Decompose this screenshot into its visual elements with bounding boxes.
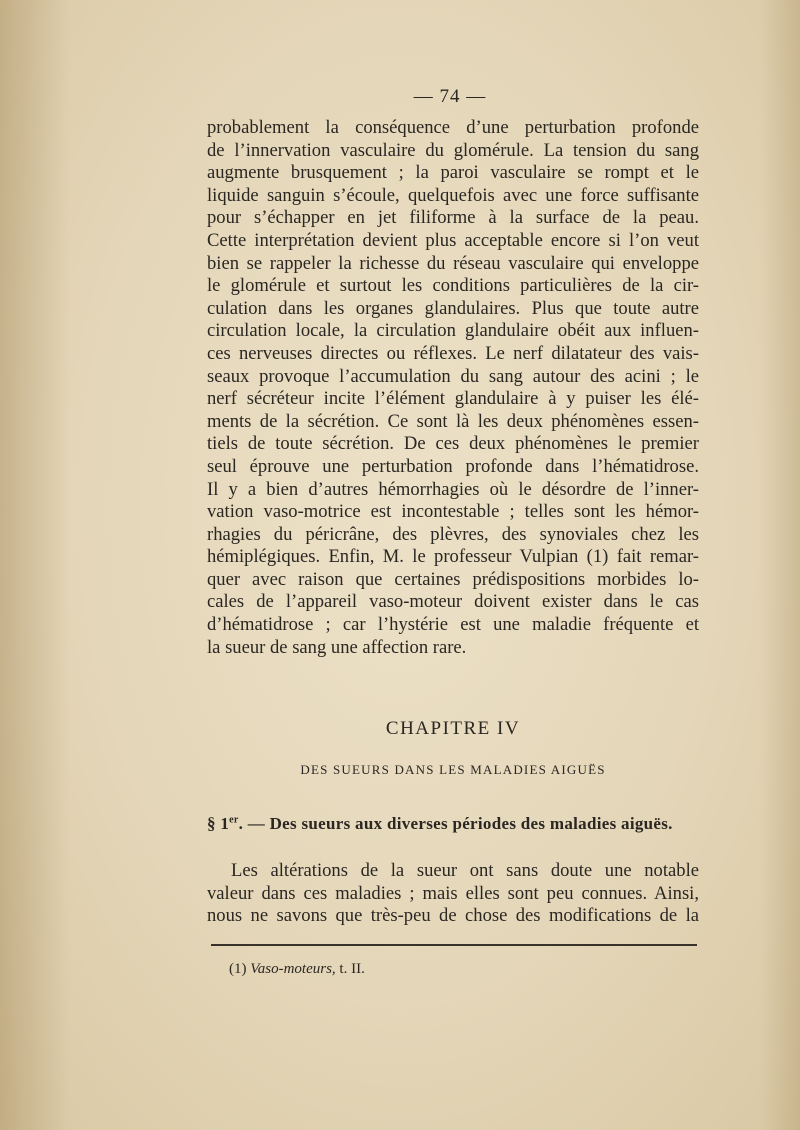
chapter-title: CHAPITRE IV [385,718,521,739]
text-line: ces nerveuses directes ou réflexes. Le nerf dilatateur des vais- [207,342,699,364]
footnote-reference: Vaso-moteurs, [250,961,336,977]
text-line: de l’innervation vasculaire du glomérule. La tension du sang [207,139,699,161]
text-line: cales de l’appareil vaso-moteur doivent exister dans le cas [207,591,699,613]
text-line: la sueur de sang une affection rare. [207,636,467,658]
text-line: vation vaso-motrice est incontestable ; telles sont les hémor- [207,501,699,523]
page-number: — 74 — [413,86,487,107]
text-line: nerf sécréteur incite l’élément glandulaire à y puiser les élé- [207,388,699,410]
text-line: hémiplégiques. Enfin, M. le professeur Vulpian (1) fait remar- [207,546,699,568]
paragraph-1 [207,117,699,659]
section-title: . — Des sueurs aux diverses périodes des maladies aiguës. [238,814,673,833]
text-line: culation dans les organes glandulaires. Plus que toute autre [207,297,699,319]
text-line: d’hématidrose ; car l’hystérie est une maladie fréquente et [207,614,699,636]
section-heading [207,814,699,834]
text-line: liquide sanguin s’écoule, quelquefois avec une force suffisante [207,184,699,206]
text-line: augmente brusquement ; la paroi vasculaire se rompt et le [207,162,699,184]
text-line: seul éprouve une perturbation profonde dans l’hématidrose. [207,455,699,477]
footnote-volume: t. II. [335,961,365,977]
section-ordinal-suffix: er [229,814,239,826]
paragraph-2 [207,860,699,928]
chapter-subtitle: DES SUEURS DANS LES MALADIES AIGUËS [300,762,606,777]
text-line: Il y a bien d’autres hémorrhagies où le désordre de l’inner- [207,478,699,500]
text-line: Les altérations de la sueur ont sans doute une notable [231,860,699,881]
section-mark: § 1 [207,814,230,833]
text-line: quer avec raison que certaines prédispositions morbides lo- [207,568,699,590]
text-line: ments de la sécrétion. Ce sont là les deux phénomènes essen- [207,410,699,432]
text-line: seaux provoque l’accumulation du sang autour des acini ; le [207,365,699,387]
text-line: le glomérule et surtout les conditions particulières de la cir- [207,275,699,297]
footnote-divider [211,944,697,946]
footnote [229,961,689,978]
text-line: pour s’échapper en jet filiforme à la surface de la peau. [207,207,699,229]
text-line: valeur dans ces maladies ; mais elles sont peu connues. Ainsi, [207,882,699,904]
text-line: circulation locale, la circulation glandulaire obéit aux influen- [207,320,699,342]
text-line: probablement la conséquence d’une perturbation profonde [207,117,699,138]
text-line: rhagies du péricrâne, des plèvres, des synoviales chez les [207,523,699,545]
text-line: nous ne savons que très-peu de chose des modifications de la [207,905,699,927]
text-line: Cette interprétation devient plus acceptable encore si l’on veut [207,229,699,251]
text-line: tiels de toute sécrétion. De ces deux phénomènes le premier [207,433,699,455]
text-line: bien se rappeler la richesse du réseau vasculaire qui enveloppe [207,252,699,274]
footnote-number: (1) [229,961,247,977]
